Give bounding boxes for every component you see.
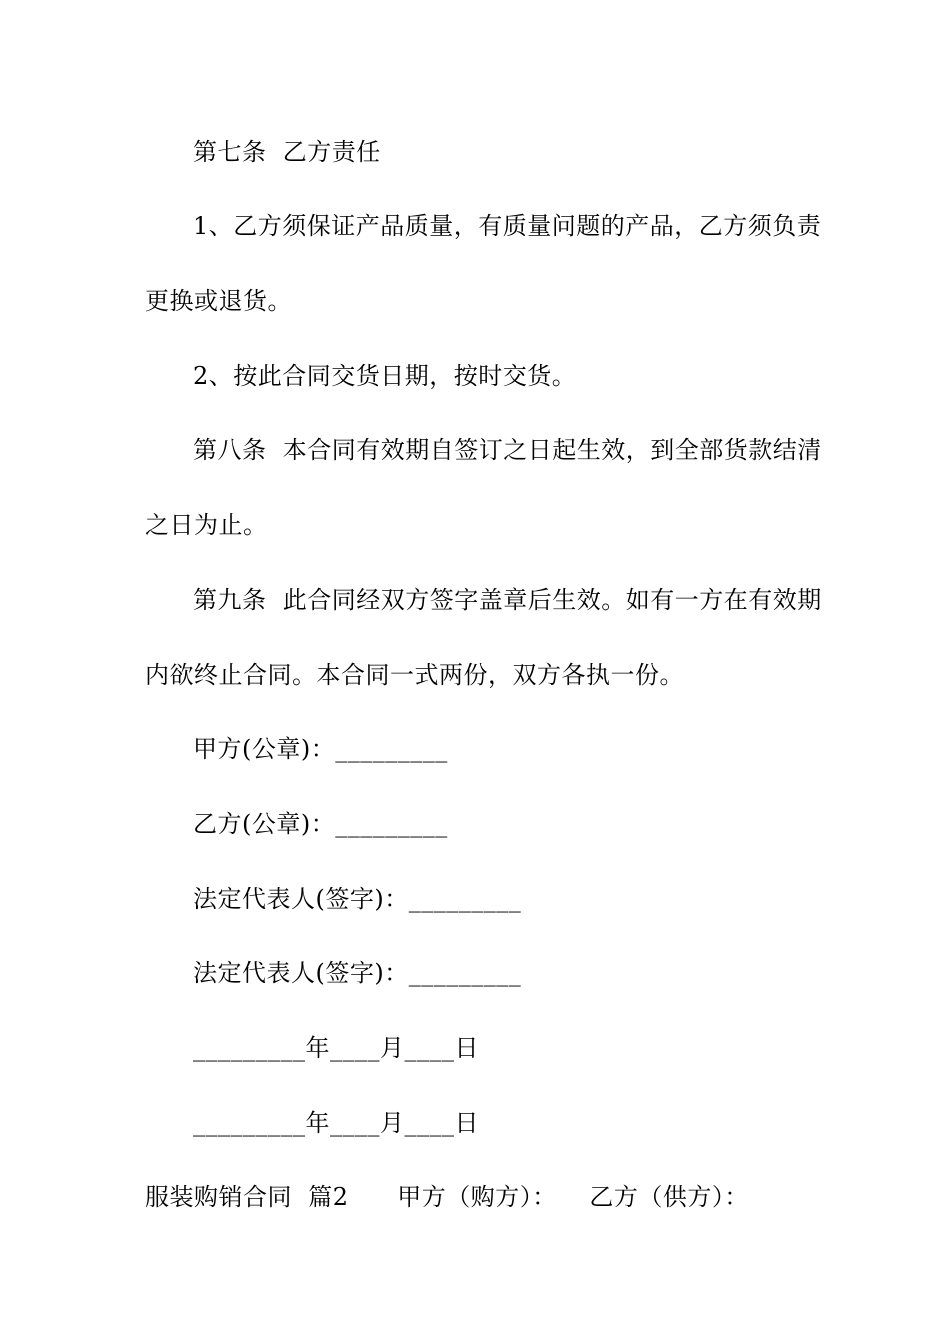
date-line-2: _________年____月____日 bbox=[193, 1109, 479, 1137]
party-a-seal-line: 甲方(公章)：_________ bbox=[193, 735, 448, 763]
next-contract-heading: 服装购销合同 篇2 甲方（购方）： 乙方（供方）： bbox=[145, 1183, 749, 1211]
article-7-clause-1: 1、乙方须保证产品质量，有质量问题的产品，乙方须负责 bbox=[193, 212, 822, 240]
article-7-clause-1-cont: 更换或退货。 bbox=[145, 287, 292, 315]
article-9: 第九条 此合同经双方签字盖章后生效。如有一方在有效期 bbox=[193, 586, 822, 614]
legal-rep-signature-line-1: 法定代表人(签字)：_________ bbox=[193, 885, 522, 913]
article-7-clause-2: 2、按此合同交货日期，按时交货。 bbox=[193, 362, 577, 390]
party-b-seal-line: 乙方(公章)：_________ bbox=[193, 810, 448, 838]
article-9-cont: 内欲终止合同。本合同一式两份，双方各执一份。 bbox=[145, 661, 684, 689]
date-line-1: _________年____月____日 bbox=[193, 1034, 479, 1062]
article-7-heading: 第七条 乙方责任 bbox=[193, 138, 381, 166]
legal-rep-signature-line-2: 法定代表人(签字)：_________ bbox=[193, 959, 522, 987]
article-8: 第八条 本合同有效期自签订之日起生效，到全部货款结清 bbox=[193, 436, 822, 464]
article-8-cont: 之日为止。 bbox=[145, 511, 268, 539]
